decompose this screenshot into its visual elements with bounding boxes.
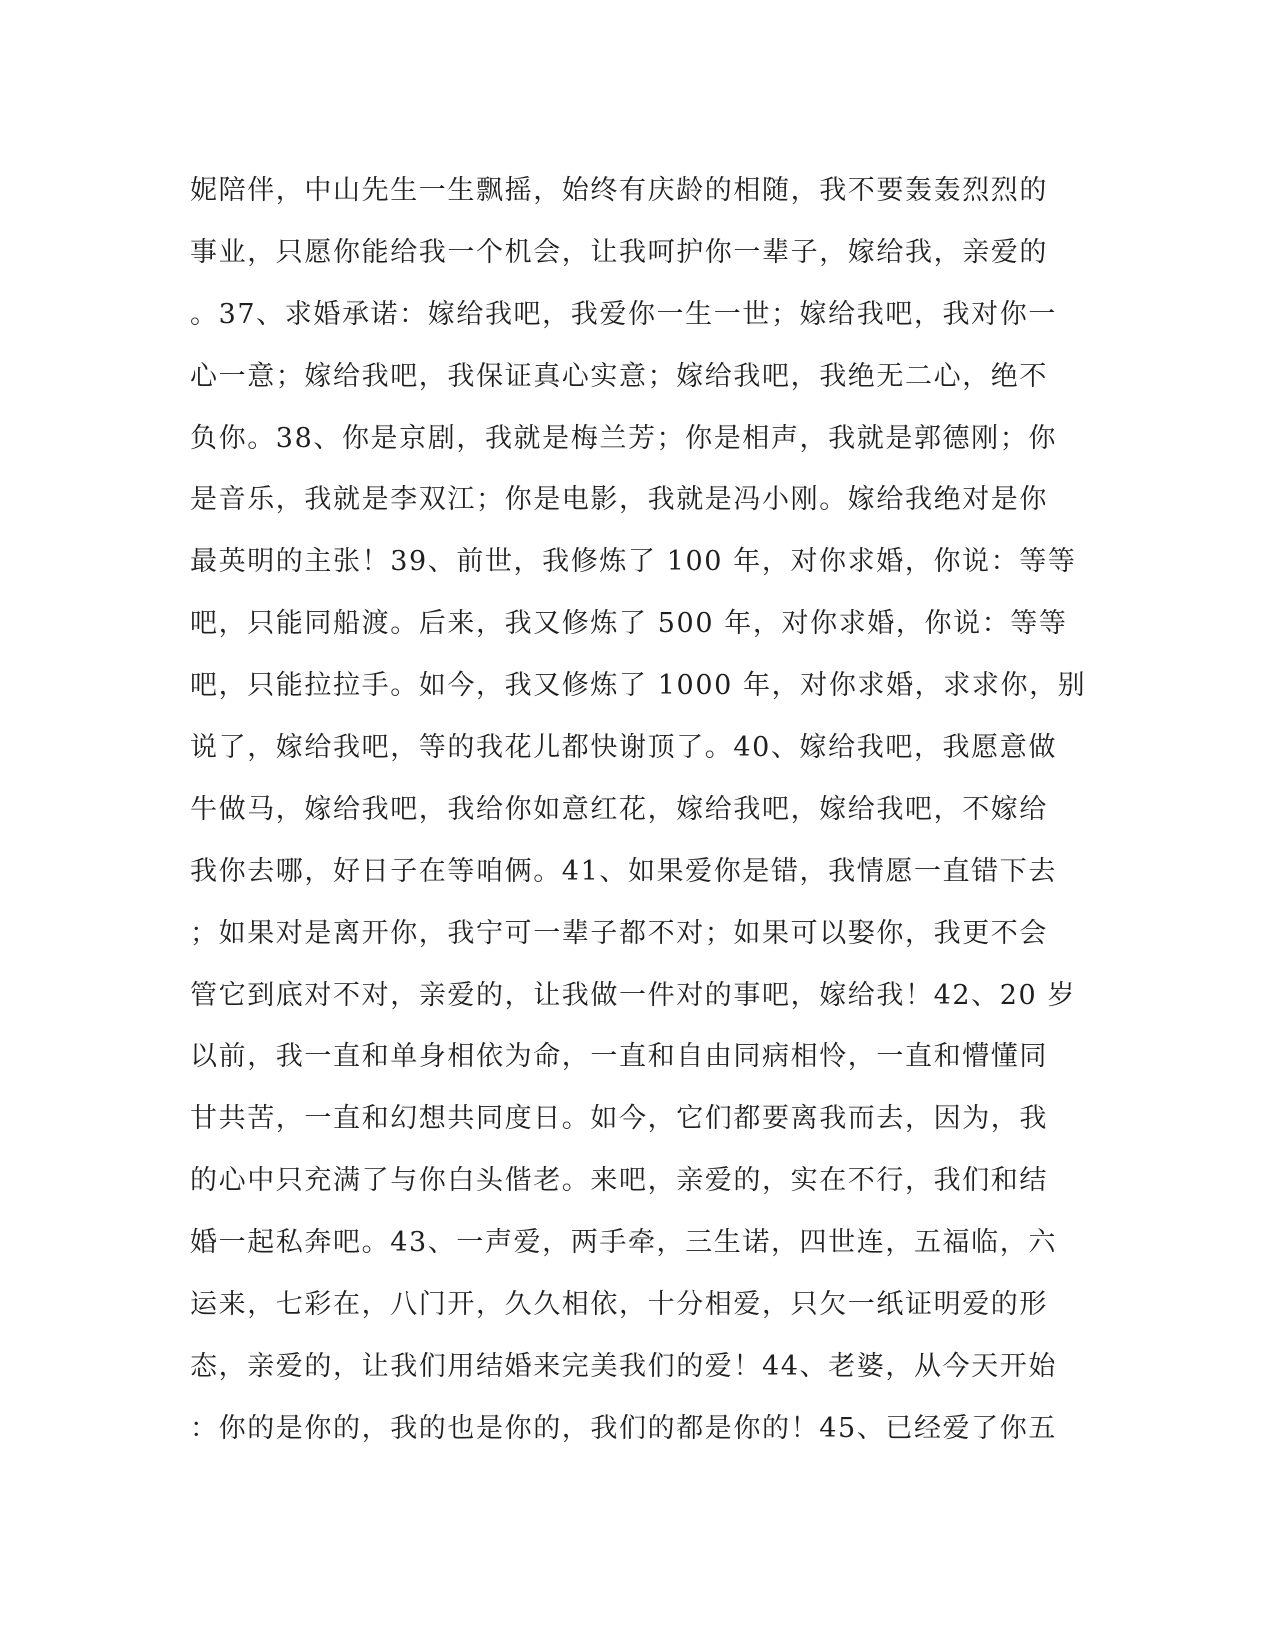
- text-line: 妮陪伴，中山先生一生飘摇，始终有庆龄的相随，我不要轰轰烈烈的: [190, 175, 1048, 206]
- text-line: 管它到底对不对，亲爱的，让我做一件对的事吧，嫁给我！42、20 岁: [190, 979, 1077, 1011]
- text-line: 牛做马，嫁给我吧，我给你如意红花，嫁给我吧，嫁给我吧，不嫁给: [190, 793, 1048, 825]
- text-line: 最英明的主张！39、前世，我修炼了 100 年，对你求婚，你说：等等: [190, 546, 1077, 578]
- text-line: 运来，七彩在，八门开，久久相依，十分相爱，只欠一纸证明爱的形: [190, 1289, 1048, 1321]
- text-line: 心一意；嫁给我吧，我保证真心实意；嫁给我吧，我绝无二心，绝不: [190, 360, 1048, 392]
- text-line: 负你。38、你是京剧，我就是梅兰芳；你是相声，我就是郭德刚；你: [190, 422, 1057, 454]
- text-line: 。37、求婚承诺：嫁给我吧，我爱你一生一世；嫁给我吧，我对你一: [190, 298, 1057, 330]
- text-line: 婚一起私奔吧。43、一声爱，两手牵，三生诺，四世连，五福临，六: [190, 1227, 1057, 1259]
- text-line: 的心中只充满了与你白头偕老。来吧，亲爱的，实在不行，我们和结: [190, 1165, 1048, 1197]
- text-line: ；如果对是离开你，我宁可一辈子都不对；如果可以娶你，我更不会: [190, 917, 1048, 949]
- text-line: ：你的是你的，我的也是你的，我们的都是你的！45、已经爱了你五: [190, 1412, 1057, 1444]
- text-line: 以前，我一直和单身相依为命，一直和自由同病相怜，一直和懵懂同: [190, 1041, 1048, 1073]
- text-line: 吧，只能同船渡。后来，我又修炼了 500 年，对你求婚，你说：等等: [190, 608, 1068, 640]
- text-line: 吧，只能拉拉手。如今，我又修炼了 1000 年，对你求婚，求求你，别: [190, 670, 1087, 702]
- text-line: 说了，嫁给我吧，等的我花儿都快谢顶了。40、嫁给我吧，我愿意做: [190, 732, 1057, 764]
- body-text: [190, 160, 1090, 1460]
- text-line: 我你去哪，好日子在等咱俩。41、如果爱你是错，我情愿一直错下去: [190, 855, 1057, 887]
- text-line: 态，亲爱的，让我们用结婚来完美我们的爱！44、老婆，从今天开始: [190, 1350, 1057, 1382]
- text-line: 是音乐，我就是李双江；你是电影，我就是冯小刚。嫁给我绝对是你: [190, 484, 1048, 516]
- text-line: 甘共苦，一直和幻想共同度日。如今，它们都要离我而去，因为，我: [190, 1103, 1048, 1135]
- text-line: 事业，只愿你能给我一个机会，让我呵护你一辈子，嫁给我，亲爱的: [190, 236, 1048, 268]
